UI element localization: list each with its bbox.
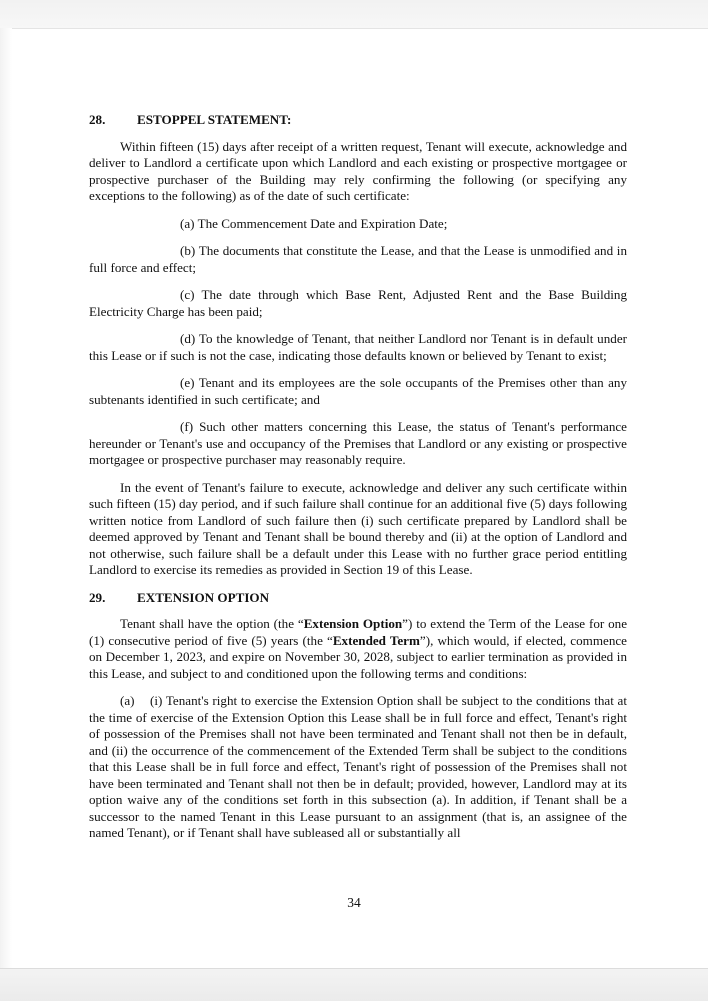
section-28-title: ESTOPPEL STATEMENT: xyxy=(137,112,292,127)
defined-term-extended-term: Extended Term xyxy=(332,632,420,648)
section-28-intro: Within fifteen (15) days after receipt of a written request, Tenant will execute, acknowledge and deliver to Landlord a certificate upon which Landlord and each existing or prospective mortgagee or prospective purchaser of the Building may rely confirming the following (or specifying any exceptions to the following) as of the date of such certificate: xyxy=(89,138,627,203)
section-28-item-c: (c) The date through which Base Rent, Adjusted Rent and the Base Building Electricity Charge has been paid; xyxy=(89,287,627,319)
section-29-para-a-text: (i) Tenant's right to exercise the Extension Option shall be subject to the conditions that at the time of exercise of the Extension Option this Lease shall be in full force and effect, Tenant's right of possession of the Premises shall not have been terminated and Tenant shall not then be in default, and (ii) the occurrence of the commencement of the Extended Term shall be subject to the conditions that this Lease shall be in full force and effect, Tenant's right of possession of the Premises shall not have been terminated and Tenant shall not then be in default; provided, however, Landlord may at its option waive any of the conditions set forth in this subsection (a). In addition, if Tenant shall be a successor to the named Tenant in this Lease pursuant to an assignment (that is, an assignee of the named Tenant), or if Tenant shall have subleased all or substantially all xyxy=(89,693,627,840)
section-28-item-f: (f) Such other matters concerning this Lease, the status of Tenant's performance hereunder or Tenant's use and occupancy of the Premises that Landlord or any existing or prospective mortgagee or prospective purchaser may reasonably require. xyxy=(89,419,627,467)
section-28-item-b: (b) The documents that constitute the Lease, and that the Lease is unmodified and in full force and effect; xyxy=(89,243,627,275)
section-29-heading xyxy=(89,590,627,607)
section-28-heading xyxy=(89,112,627,129)
scan-bottom-edge xyxy=(0,968,708,1001)
section-29-para-a xyxy=(89,693,627,842)
scan-left-edge xyxy=(0,28,12,968)
defined-term-extension-option: Extension Option xyxy=(303,616,403,631)
section-29-title: EXTENSION OPTION xyxy=(137,589,270,605)
scan-top-edge xyxy=(0,0,708,29)
section-29-number: 29. xyxy=(89,589,106,605)
section-29-intro xyxy=(89,616,627,682)
section-29-intro-part-1: Tenant shall have the option (the “ xyxy=(120,616,304,631)
section-28-item-e: (e) Tenant and its employees are the sole occupants of the Premises other than any subtenants identified in such certificate; and xyxy=(89,375,627,407)
document-page xyxy=(89,112,627,853)
section-28-number: 28. xyxy=(89,112,106,127)
section-28-closing: In the event of Tenant's failure to execute, acknowledge and deliver any such certificate within such fifteen (15) day period, and if such failure shall continue for an additional five (5) days following written notice from Landlord of such failure then (i) such certificate prepared by Landlord shall be deemed approved by Tenant and Tenant shall be bound thereby and (ii) at the option of Landlord and not otherwise, such failure shall be a default under this Lease with no further grace period entitling Landlord to exercise its remedies as provided in Section 19 of this Lease. xyxy=(89,479,627,577)
section-28-item-a: (a) The Commencement Date and Expiration Date; xyxy=(180,215,448,231)
section-29-para-a-label: (a) xyxy=(120,693,135,708)
section-29-intro-part-3: ”), which would, if elected, commence on December 1, 2023, and expire on November 30, 2028, subject to earlier termination as provided in this Lease, and subject to and conditioned upon the following terms and conditions: xyxy=(89,632,627,681)
section-28-item-d: (d) To the knowledge of Tenant, that neither Landlord nor Tenant is in default under this Lease or if such is not the case, indicating those defaults known or believed by Tenant to exist; xyxy=(89,331,627,363)
section-29-intro-part-2: ”) to extend the Term of the Lease for one (1) consecutive period of five (5) years (the “ xyxy=(89,616,628,648)
page-number: 34 xyxy=(347,895,361,910)
